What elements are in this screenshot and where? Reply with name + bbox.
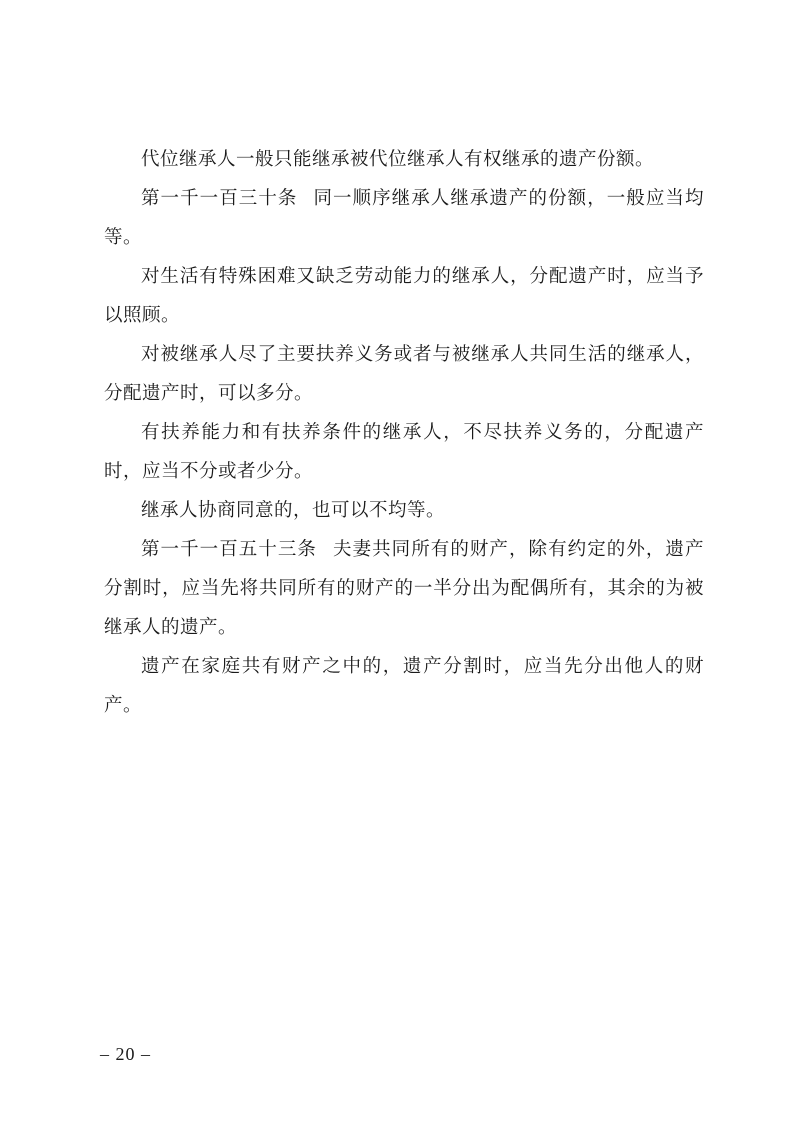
paragraph-8: [104, 647, 704, 725]
paragraph-text: 有扶养能力和有扶养条件的继承人，不尽扶养义务的，分配遗产时，应当不分或者少分。: [104, 422, 704, 482]
article-number: 第一千一百三十条: [141, 188, 298, 209]
paragraph-5: [104, 413, 704, 491]
paragraph-text: 遗产在家庭共有财产之中的，遗产分割时，应当先分出他人的财产。: [104, 656, 704, 716]
page-number: – 20 –: [100, 1044, 151, 1064]
article-number: 第一千一百五十三条: [141, 539, 317, 560]
paragraph-text: 代位继承人一般只能继承被代位继承人有权继承的遗产份额。: [141, 149, 655, 170]
paragraph-text: 夫妻共同所有的财产，除有约定的外，遗产分割时，应当先将共同所有的财产的一半分出为配偶所有，其余的为被继承人的遗产。: [104, 539, 704, 638]
paragraph-text: 对生活有特殊困难又缺乏劳动能力的继承人，分配遗产时，应当予以照顾。: [104, 266, 704, 326]
paragraph-4: [104, 335, 704, 413]
body-text: [104, 140, 704, 725]
paragraph-3: [104, 257, 704, 335]
paragraph-7: [104, 530, 704, 647]
paragraph-6: [104, 491, 704, 530]
paragraph-text: 同一顺序继承人继承遗产的份额，一般应当均等。: [104, 188, 704, 248]
paragraph-text: 继承人协商同意的，也可以不均等。: [141, 500, 446, 521]
paragraph-text: 对被继承人尽了主要扶养义务或者与被继承人共同生活的继承人，分配遗产时，可以多分。: [104, 344, 704, 404]
paragraph-2: [104, 179, 704, 257]
paragraph-1: [104, 140, 704, 179]
